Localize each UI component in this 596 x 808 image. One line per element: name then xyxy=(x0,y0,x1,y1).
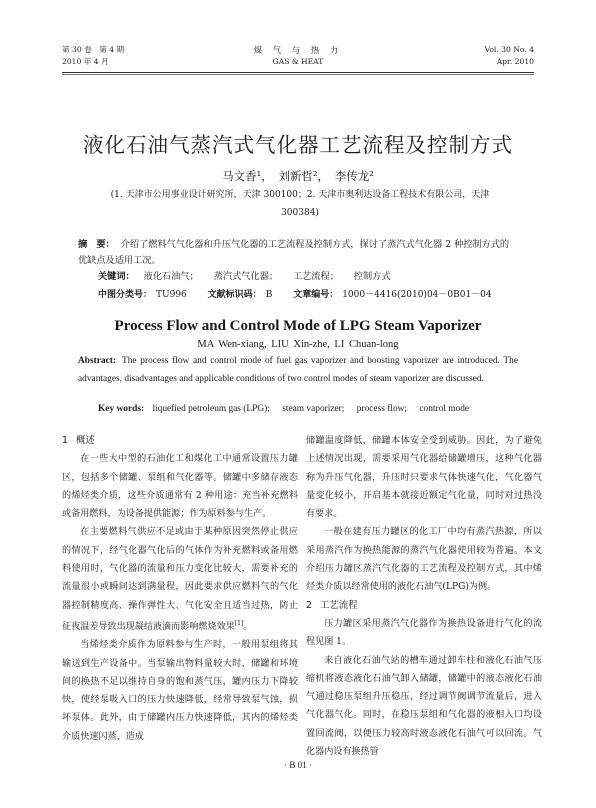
paragraph xyxy=(62,523,298,636)
volume-issue: 第 30 卷 第 4 期 xyxy=(62,45,125,54)
section-heading-1 xyxy=(62,432,298,450)
keyword-en: steam vaporizer; xyxy=(282,404,345,414)
section-number: 1 xyxy=(62,435,68,446)
article-number-value: 1000－4416(2010)04－0B01－04 xyxy=(342,290,492,300)
keyword-en: process flow; xyxy=(356,404,408,414)
section-heading-2 xyxy=(306,597,542,615)
authors-en: MA Wen-xiang, LIU Xin-zhe, LI Chuan-long xyxy=(197,339,399,350)
paper-title-cn: 液化石油气蒸汽式气化器工艺流程及控制方式 xyxy=(83,133,513,157)
abstract-en-label: Abstract: xyxy=(78,356,117,366)
classification-line xyxy=(98,288,528,302)
publication-date: 2010 年 4 月 xyxy=(62,57,109,66)
keyword-en: control mode xyxy=(419,404,470,414)
body-column-right xyxy=(306,432,542,761)
article-number-label: 文章编号： xyxy=(293,290,339,300)
paragraph: 来自液化石油气站的槽车通过卸车柱和液化石油气压缩机将液态液化石油气卸入储罐，储罐中的液态液化石油气通过稳压泵组升压稳压，经过调节阀调节流量后，进入气化器气化。同时，在稳压泵组和气化器的液相入口均设置回流阀，以便压力较高时液态液化石油气可以回流。气化器内设有换热管 xyxy=(306,655,542,758)
paragraph: 当烯烃类介质作为原料参与生产时，一般用泵组将其输送到生产设备中。当泵输出物料量较大时，储罐和环境间的换热不足以维持自身的饱和蒸气压，罐内压力下降较快，使经泵吸入口的压力快速降低，经常导致泵气蚀，损坏泵体。此外，由于储罐内压力快速降低，其内的烯烃类介质快速闪蒸，造成 xyxy=(62,640,298,742)
citation-ref: [1] xyxy=(234,619,244,627)
body-column-left xyxy=(62,432,298,746)
doc-code-label: 文献标识码： xyxy=(207,290,262,300)
abstract-en xyxy=(78,352,518,388)
header-rule-thin xyxy=(62,74,534,75)
paragraph: 在一些大中型的石油化工和煤化工中通常设置压力罐区，包括多个储罐、泵组和气化器等。储罐中多储存液态的烯烃类介质，这些介质通常有 2 种用途：充当补充燃料或备用燃料，为设备提供能源；作为原料参与生产。 xyxy=(62,454,298,520)
paragraph-text: 在主要燃料气供应不足或由于某种原因突然停止供应的情况下，经气化器气化后的气体作为补充燃料或备用燃料使用时，气化器的流量和压力变化比较大，需要补充的流量很小或瞬间达到满量程，因此要求供应燃料气的气化器控制精度高、操作弹性大、气化安全且适当过热，防止征夜温差导致出现凝结液滴而影响燃烧效果 xyxy=(62,527,298,632)
page-number: · B 01 · xyxy=(284,760,312,770)
keywords-en-label: Key words: xyxy=(98,404,145,414)
section-title: 概述 xyxy=(75,435,95,446)
keyword-cn: 蒸汽式气化器； xyxy=(213,271,279,282)
publication-date-en: Apr. 2010 xyxy=(496,57,534,66)
doc-code-value: B xyxy=(265,290,273,300)
journal-volume-info-en xyxy=(485,44,534,68)
volume-issue-en: Vol. 30 No. 4 xyxy=(484,45,534,54)
abstract-en-text: The process flow and control mode of fuel gas vaporizer and boosting vaporizer are introduced. The advantages, disadvantages and applicable conditions of two control modes of steam vaporizer are discussed. xyxy=(78,356,518,384)
keywords-cn-label: 关键词： xyxy=(98,271,135,282)
keyword-cn: 液化石油气； xyxy=(143,271,199,282)
abstract-cn xyxy=(78,237,518,269)
authors-cn: 马文香¹， 刘新哲²， 李传龙² xyxy=(222,169,374,183)
keywords-en xyxy=(98,402,528,416)
paragraph-end: 。 xyxy=(243,622,253,632)
abstract-cn-label: 摘 要： xyxy=(78,239,115,250)
abstract-cn-text: 介绍了燃料气气化器和升压气化器的工艺流程及控制方式，探讨了蒸汽式气化器 2 种控制方式的优缺点及适用工况。 xyxy=(78,239,510,266)
affiliation-cn: (1. 天津市公用事业设计研究所，天津 300100；2. 天津市奥利达设备工程技术有限公司，天津 300384) xyxy=(110,190,490,218)
keyword-cn: 工艺流程； xyxy=(292,271,339,282)
paragraph: 压力罐区采用蒸汽气化器作为换热设备进行气化的流程见图 1。 xyxy=(306,618,542,648)
section-title: 工艺流程 xyxy=(319,599,358,611)
clc-value: TU996 xyxy=(156,290,187,300)
header-rule xyxy=(62,72,534,73)
paragraph-continued: 储罐温度降低，储罐本体安全受到威胁。因此，为了避免上述情况出现，需要采用气化器给储罐增压，这种气化器称为升压气化器，升压时只要求气体快速气化，气化器气量变化较小，开启基本就接近额定气化量，同时对过热没有要求。 xyxy=(306,436,542,520)
keyword-en: liquefied petroleum gas (LPG); xyxy=(152,404,270,414)
keywords-cn xyxy=(98,270,518,284)
journal-name-cn: 煤 气 与 热 力 xyxy=(253,45,343,55)
journal-name-en: GAS & HEAT xyxy=(272,57,324,66)
keyword-cn: 控制方式 xyxy=(353,271,391,282)
clc-label: 中图分类号： xyxy=(98,290,153,300)
section-number: 2 xyxy=(306,599,312,611)
paper-title-en: Process Flow and Control Mode of LPG Steam Vaporizer xyxy=(114,318,482,334)
paragraph: 一般在建有压力罐区的化工厂中均有蒸汽热源，所以采用蒸汽作为换热能源的蒸汽气化器使用较为普遍。本文介绍压力罐区蒸汽气化器的工艺流程及控制方式，其中烯烃类介质以经常使用的液化石油气(LPG)为例。 xyxy=(306,527,542,593)
